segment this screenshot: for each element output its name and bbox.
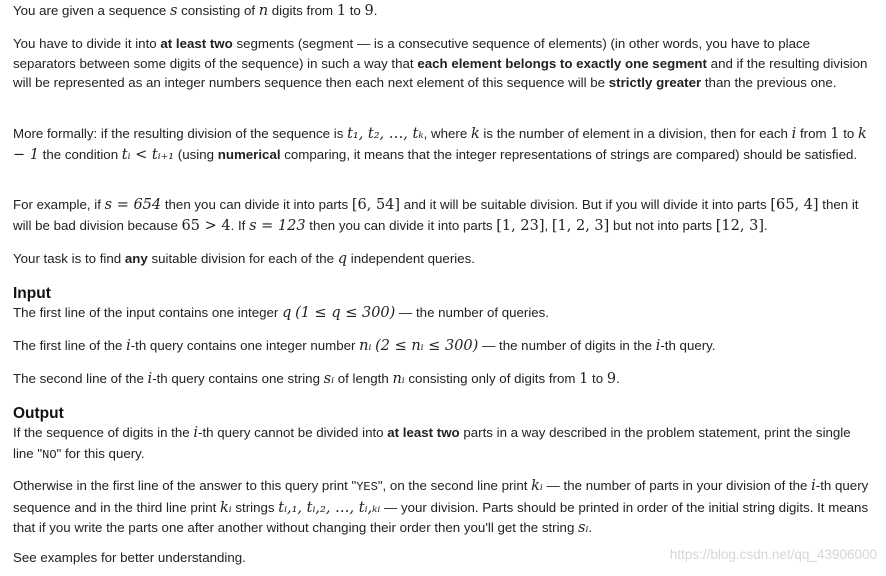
output-heading: Output bbox=[13, 405, 64, 422]
formal-paragraph: More formally: if the resulting division of the sequence is t₁, t₂, …, tₖ, where k is the number of element in a division, then for each i from 1 to k − 1 the condition tᵢ < tᵢ₊₁ (using numerical comparing, it means that the integer representations of strings are compared) should be satisfied. bbox=[13, 126, 867, 163]
intro-paragraph: You are given a sequence s consisting of n digits from 1 to 9. bbox=[13, 3, 378, 19]
task-paragraph: You have to divide it into at least two segments (segment — is a consecutive sequence of elements) (in other words, you have to place separators between some digits of the sequence) in such a way that each element belongs to exactly one segment and if the resulting division will be represented as an integer numbers sequence then each next element of this sequence will be strictly greater than the previous one. bbox=[13, 36, 868, 90]
output-line-2: Otherwise in the first line of the answer to this query print "YES", on the second line print kᵢ — the number of parts in your division of the i-th query sequence and in the third line print kᵢ strings tᵢ,₁, tᵢ,₂, …, tᵢ,ₖᵢ — your division. Parts should be printed in order of the initial string digits. It means that if you write the parts one after another without changing their order then you'll get the string sᵢ. bbox=[13, 478, 869, 536]
input-heading: Input bbox=[13, 285, 51, 302]
task-summary-paragraph: Your task is to find any suitable division for each of the q independent queries. bbox=[13, 251, 475, 267]
example-paragraph: For example, if s = 654 then you can divide it into parts [6, 54] and it will be suitable division. But if you will divide it into parts [65, 4] then it will be bad division because 65 > 4. If s = 123 then you can divide it into parts [1, 23], [1, 2, 3] but not into parts [12, 3]. bbox=[13, 197, 859, 234]
watermark: https://blog.csdn.net/qq_43906000 bbox=[669, 547, 877, 562]
input-line-3: The second line of the i-th query contains one string sᵢ of length nᵢ consisting only of digits from 1 to 9. bbox=[13, 371, 620, 387]
math-n: n bbox=[258, 3, 269, 19]
input-line-2: The first line of the i-th query contains one integer number nᵢ (2 ≤ nᵢ ≤ 300) — the number of digits in the i-th query. bbox=[13, 338, 716, 354]
closing-paragraph: See examples for better understanding. bbox=[13, 550, 246, 565]
input-line-1: The first line of the input contains one integer q (1 ≤ q ≤ 300) — the number of queries. bbox=[13, 305, 550, 321]
output-line-1: If the sequence of digits in the i-th query cannot be divided into at least two parts in a way described in the problem statement, print the single line "NO" for this query. bbox=[13, 425, 851, 462]
math-s: s bbox=[169, 3, 178, 19]
